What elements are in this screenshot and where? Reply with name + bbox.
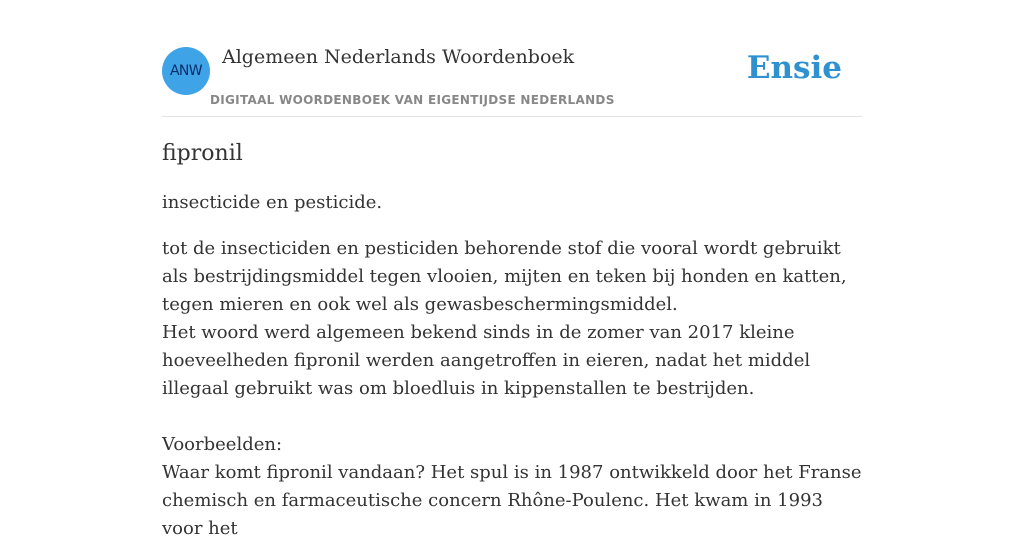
ensie-brand-link[interactable]: Ensie xyxy=(746,50,842,86)
anw-logo-text: ANW xyxy=(169,63,203,79)
site-title[interactable]: Algemeen Nederlands Woordenboek xyxy=(222,46,575,68)
site-subtitle: DIGITAAL WOORDENBOEK VAN EIGENTIJDSE NEDERLANDS xyxy=(210,93,615,107)
anw-logo[interactable] xyxy=(162,47,210,95)
entry-short-definition: insecticide en pesticide. xyxy=(162,192,383,213)
entry-definition: tot de insecticiden en pesticiden behorende stof die vooral wordt gebruikt als bestrijdingsmiddel tegen vlooien, mijten en teken bij honden en katten, tegen mieren en ook wel als gewasbeschermingsmiddel. Het woord werd algemeen bekend sinds in de zomer van 2017 kleine hoeveelheden fipronil werden aangetroffen in eieren, nadat het middel illegaal gebruikt was om bloedluis in kippenstallen te bestrijden. Voorbeelden: Waar komt fipronil vandaan? Het spul is in 1987 ontwikkeld door het Franse chemisch en farmaceutische concern Rhône-Poulenc. Het kwam in 1993 voor het xyxy=(162,238,862,539)
entry-term: fipronil xyxy=(162,141,243,166)
dictionary-entry xyxy=(162,137,862,543)
site-header xyxy=(162,46,862,117)
